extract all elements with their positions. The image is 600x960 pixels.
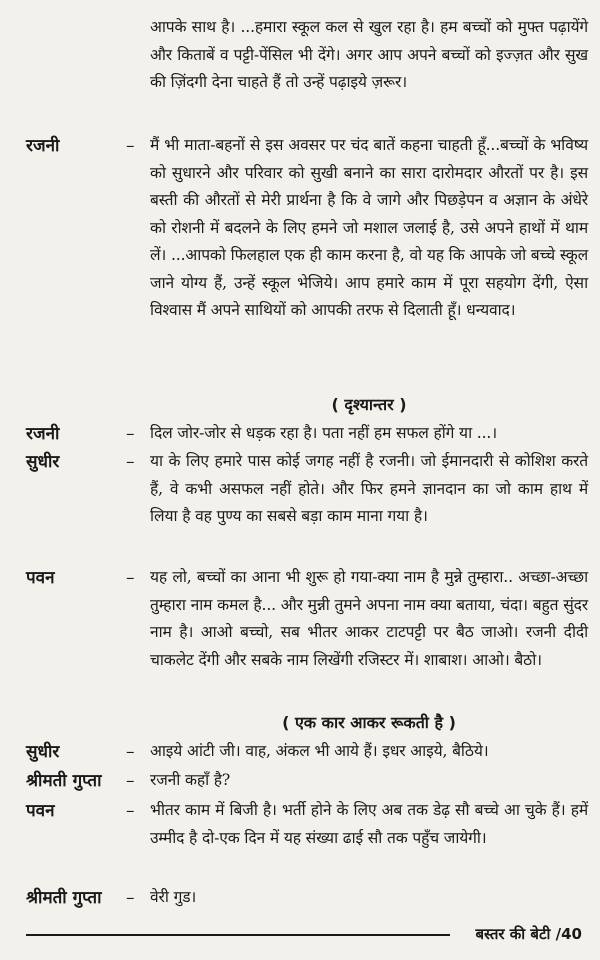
dialogue-text: या के लिए हमारे पास कोई जगह नहीं है रजनी। जो ईमानदारी से कोशिश करते हैं, वे कभी असफल नहीं होते। और फिर हमने ज्ञानदान का जो काम हाथ में लिया है वह पुण्य का सबसे बड़ा काम माना गया है। <box>150 452 588 525</box>
stage-direction: ( एक कार आकर रूकती है ) <box>282 713 456 732</box>
dialogue-dash: – <box>126 771 135 791</box>
speaker-name: पवन <box>26 568 55 588</box>
footer-rule <box>26 934 450 936</box>
speaker-name: श्रीमती गुप्ता <box>26 771 102 791</box>
dialogue-dash: – <box>126 452 135 472</box>
dialogue-text: दिल जोर-जोर से धड़क रहा है। पता नहीं हम सफल होंगे या ...। <box>150 424 497 442</box>
dialogue-text: मैं भी माता-बहनों से इस अवसर पर चंद बातें कहना चाहती हूँ...बच्चों के भविष्य को सुधारने और परिवार को सुखी बनाने का सारा दारोमदार औरतों पर है। इस बस्ती की औरतों से मेरी प्रार्थना है कि वे जागे और पिछड़ेपन व अज्ञान के अंधेरे को रोशनी में बदलने के लिए हमने जो मशाल जलाई है, उसे अपने हाथों में थाम लें। ...आपको फिलहाल एक ही काम करना है, वो यह कि आपके जो बच्चे स्कूल जाने योग्य हैं, उन्हें स्कूल भेजिये। आप हमारे काम में पूरा सहयोग देंगी, ऐसा विश्वास मैं अपने साथियों को आपकी तरफ से दिलाती हूँ। धन्यवाद। <box>150 136 588 319</box>
dialogue-dash: – <box>126 136 135 156</box>
speaker-name: सुधीर <box>26 742 60 762</box>
dialogue-dash: – <box>126 424 135 444</box>
dialogue-dash: – <box>126 568 135 588</box>
dialogue-dash: – <box>126 801 135 821</box>
speaker-name: श्रीमती गुप्ता <box>26 888 102 908</box>
dialogue-text: भीतर काम में बिजी है। भर्ती होने के लिए अब तक डेढ़ सौ बच्चे आ चुके हैं। हमें उम्मीद है दो-एक दिन में यह संख्या ढाई सौ तक पहुँच जायेगी। <box>150 801 588 847</box>
dialogue-dash: – <box>126 742 135 762</box>
dialogue-text: आइये आंटी जी। वाह, अंकल भी आये हैं। इधर आइये, बैठिये। <box>150 742 489 760</box>
dialogue-text: वेरी गुड। <box>150 888 197 906</box>
intro-paragraph: आपके साथ है। ...हमारा स्कूल कल से खुल रहा है। हम बच्चों को मुफ्त पढ़ायेंगे और किताबें व पट्टी-पेंसिल भी देंगे। अगर आप अपने बच्चों को इज्ज़त और सुख की ज़िंदगी देना चाहते हैं तो उन्हें पढ़ाइये ज़रूर। <box>150 18 588 91</box>
dialogue-text: यह लो, बच्चों का आना भी शुरू हो गया-क्या नाम है मुन्ने तुम्हारा.. अच्छा-अच्छा तुम्हारा नाम कमल है... और मुन्नी तुमने अपना नाम क्या बताया, चंदा। बहुत सुंदर नाम है। आओ बच्चो, सब भीतर आकर टाटपट्टी पर बैठ जाओ। रजनी दीदी चाकलेट देंगी और सबके नाम लिखेंगी रजिस्टर में। शाबाश। आओ। बैठो। <box>150 568 588 669</box>
speaker-name: रजनी <box>26 424 60 444</box>
speaker-name: सुधीर <box>26 452 60 472</box>
dialogue-dash: – <box>126 888 135 908</box>
stage-direction: ( दृश्यान्तर ) <box>331 395 407 414</box>
page-footer: बस्तर की बेटी /40 <box>475 925 582 943</box>
speaker-name: पवन <box>26 801 55 821</box>
speaker-name: रजनी <box>26 136 60 156</box>
dialogue-text: रजनी कहाँ है? <box>150 771 231 789</box>
